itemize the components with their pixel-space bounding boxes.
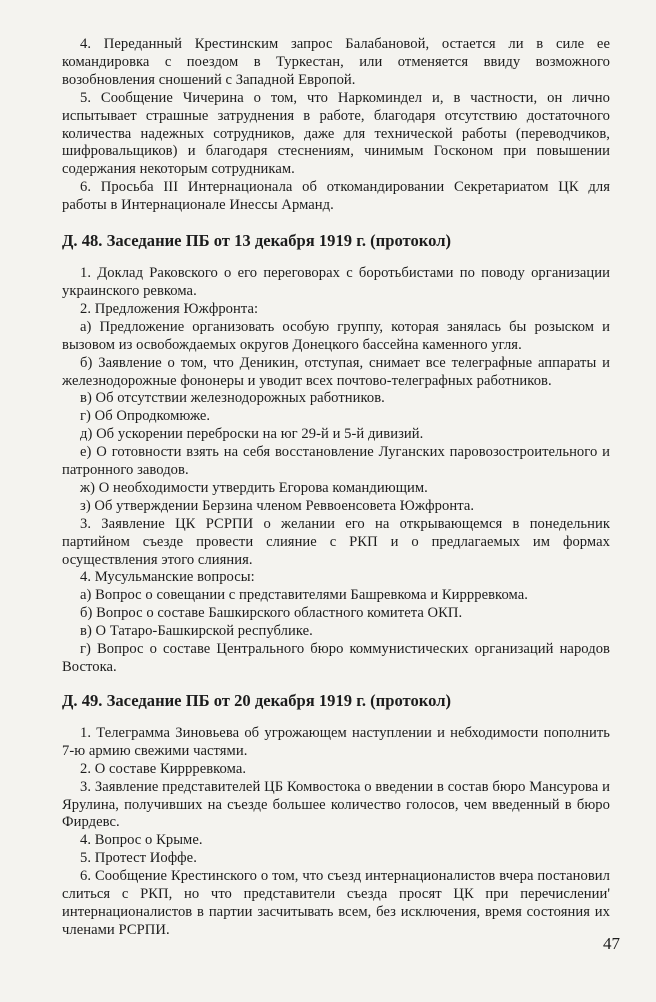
paragraph: б) Вопрос о составе Башкирского областного комитета ОКП. [80, 605, 463, 622]
page-number: 47 [603, 934, 620, 953]
paragraph: 3. Заявление представителей ЦБ Комвостока о введении в состав бюро Мансурова и Ярулина, получивших на съезде большее количество голосов, чем введенный в бюро Фирдевс. [62, 778, 610, 831]
paragraph: 1. Доклад Раковского о его переговорах с боротьбистами по поводу организации украинского ревкома. [62, 265, 610, 299]
paragraph: 5. Сообщение Чичерина о том, что Наркоминдел и, в частности, он лично испытывает страшные затруднения в работе, благодаря отсутствию достаточного количества надежных сотрудников, даже для технической работы (переводчиков, шифровальщиков) и благодаря стеснениям, чинимым Госконом при повышении содержания некоторым сотрудникам. [62, 89, 610, 178]
paragraph: 4. Вопрос о Крыме. [80, 832, 203, 849]
section-heading: Д. 48. Заседание ПБ от 13 декабря 1919 г. (протокол) [62, 231, 452, 251]
paragraph: 1. Телеграмма Зиновьева об угрожающем наступлении и небходимости пополнить 7-ю армию свежими частями. [62, 724, 610, 759]
paragraph: в) О Татаро-Башкирской республике. [80, 623, 313, 640]
paragraph: 4. Переданный Крестинским запрос Балабановой, остается ли в силе ее командировка с поездом в Туркестан, или отменяется ввиду возможного возобновления сношений с Западной Европой. [62, 36, 610, 88]
paragraph: 4. Мусульманские вопросы: [80, 569, 255, 586]
paragraph: б) Заявление о том, что Деникин, отступая, снимает все телеграфные аппараты и железнодорожные фононеры и уводит всех почтово-телеграфных работников. [62, 354, 610, 389]
paragraph: а) Предложение организовать особую группу, которая занялась бы розыском и вызовом из освобождаемых округов Донецкого бассейна каменного угля. [62, 318, 610, 353]
paragraph: з) Об утверждении Берзина членом Реввоенсовета Южфронта. [80, 497, 475, 514]
paragraph: 2. О составе Киррревкома. [80, 760, 247, 777]
paragraph: в) Об отсутствии железнодорожных работников. [80, 390, 385, 407]
page-text [62, 36, 610, 940]
paragraph: 6. Сообщение Крестинского о том, что съезд интернационалистов вчера постановил слиться с РКП, но что представители съезда просят ЦК при перечислении' интернационалистов в партии засчитывать всем, без исключения, время состояния их членами РСРПИ. [62, 868, 610, 938]
paragraph: ж) О необходимости утвердить Егорова командиющим. [80, 479, 428, 496]
paragraph: г) Об Опродкомюже. [80, 408, 211, 425]
paragraph: а) Вопрос о совещании с представителями Башревкома и Киррревкома. [80, 587, 528, 604]
paragraph: 6. Просьба III Интернационала об откомандировании Секретариатом ЦК для работы в Интернационале Инессы Арманд. [62, 179, 610, 214]
paragraph: 5. Протест Иоффе. [80, 850, 197, 867]
paragraph: г) Вопрос о составе Центрального бюро коммунистических организаций народов Востока. [62, 641, 610, 675]
paragraph: 2. Предложения Южфронта: [80, 300, 259, 317]
paragraph: 3. Заявление ЦК РСРПИ о желании его на открывающемся в понедельник партийном съезде провести слияние с РКП и о предлагаемых им формах осуществления этого слияния. [62, 515, 610, 568]
paragraph: д) Об ускорении переброски на юг 29-й и 5-й дивизий. [80, 426, 424, 443]
paragraph: е) О готовности взять на себя восстановление Луганских паровозостроительного и патронного заводов. [62, 444, 610, 479]
section-heading: Д. 49. Заседание ПБ от 20 декабря 1919 г. (протокол) [62, 690, 452, 710]
